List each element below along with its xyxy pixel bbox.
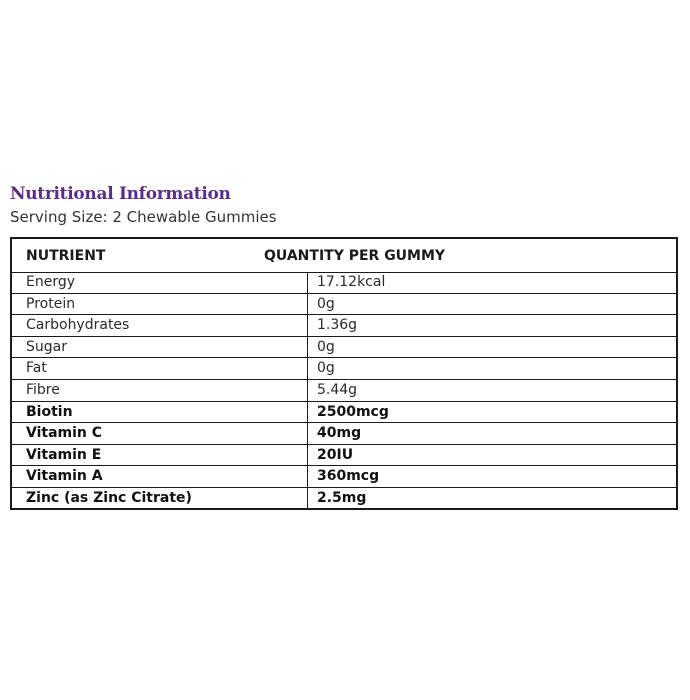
nutrient-quantity: 2.5mg <box>317 489 367 506</box>
table-row <box>12 380 676 402</box>
nutrient-name: Vitamin E <box>26 446 102 463</box>
table-row <box>12 466 676 488</box>
nutrient-quantity: 2500mcg <box>317 403 389 420</box>
nutrient-quantity: 0g <box>317 338 335 355</box>
column-header-quantity: QUANTITY PER GUMMY <box>264 248 446 264</box>
column-header-nutrient: NUTRIENT <box>26 248 106 264</box>
nutrient-name: Sugar <box>26 338 67 355</box>
table-row <box>12 294 676 316</box>
nutrient-name: Zinc (as Zinc Citrate) <box>26 489 192 506</box>
nutrient-name: Fat <box>26 360 47 377</box>
nutrient-name: Vitamin A <box>26 468 103 485</box>
nutrient-quantity: 5.44g <box>317 381 358 398</box>
table-row <box>12 315 676 337</box>
table-row <box>12 272 676 294</box>
table-row <box>12 358 676 380</box>
nutrient-quantity: 20IU <box>317 446 354 463</box>
nutrient-name: Biotin <box>26 403 73 420</box>
table-body <box>12 272 676 510</box>
table-row <box>12 402 676 424</box>
table-row <box>12 488 676 510</box>
table-row <box>12 445 676 467</box>
nutrient-quantity: 360mcg <box>317 468 380 485</box>
table-header <box>12 239 676 273</box>
table-row <box>12 423 676 445</box>
nutrient-name: Carbohydrates <box>26 317 130 334</box>
nutrient-name: Fibre <box>26 381 60 398</box>
nutrient-quantity: 40mg <box>317 425 362 442</box>
nutrition-table <box>10 237 678 510</box>
nutrient-quantity: 17.12kcal <box>317 274 386 290</box>
nutrient-quantity: 0g <box>317 295 335 312</box>
page-title: Nutritional Information <box>10 184 231 204</box>
nutrient-name: Energy <box>26 274 76 290</box>
nutrient-quantity: 1.36g <box>317 317 358 334</box>
nutrient-quantity: 0g <box>317 360 335 377</box>
table-row <box>12 337 676 359</box>
nutrient-name: Vitamin C <box>26 425 103 442</box>
nutrient-name: Protein <box>26 295 76 312</box>
serving-size: Serving Size: 2 Chewable Gummies <box>10 208 277 226</box>
